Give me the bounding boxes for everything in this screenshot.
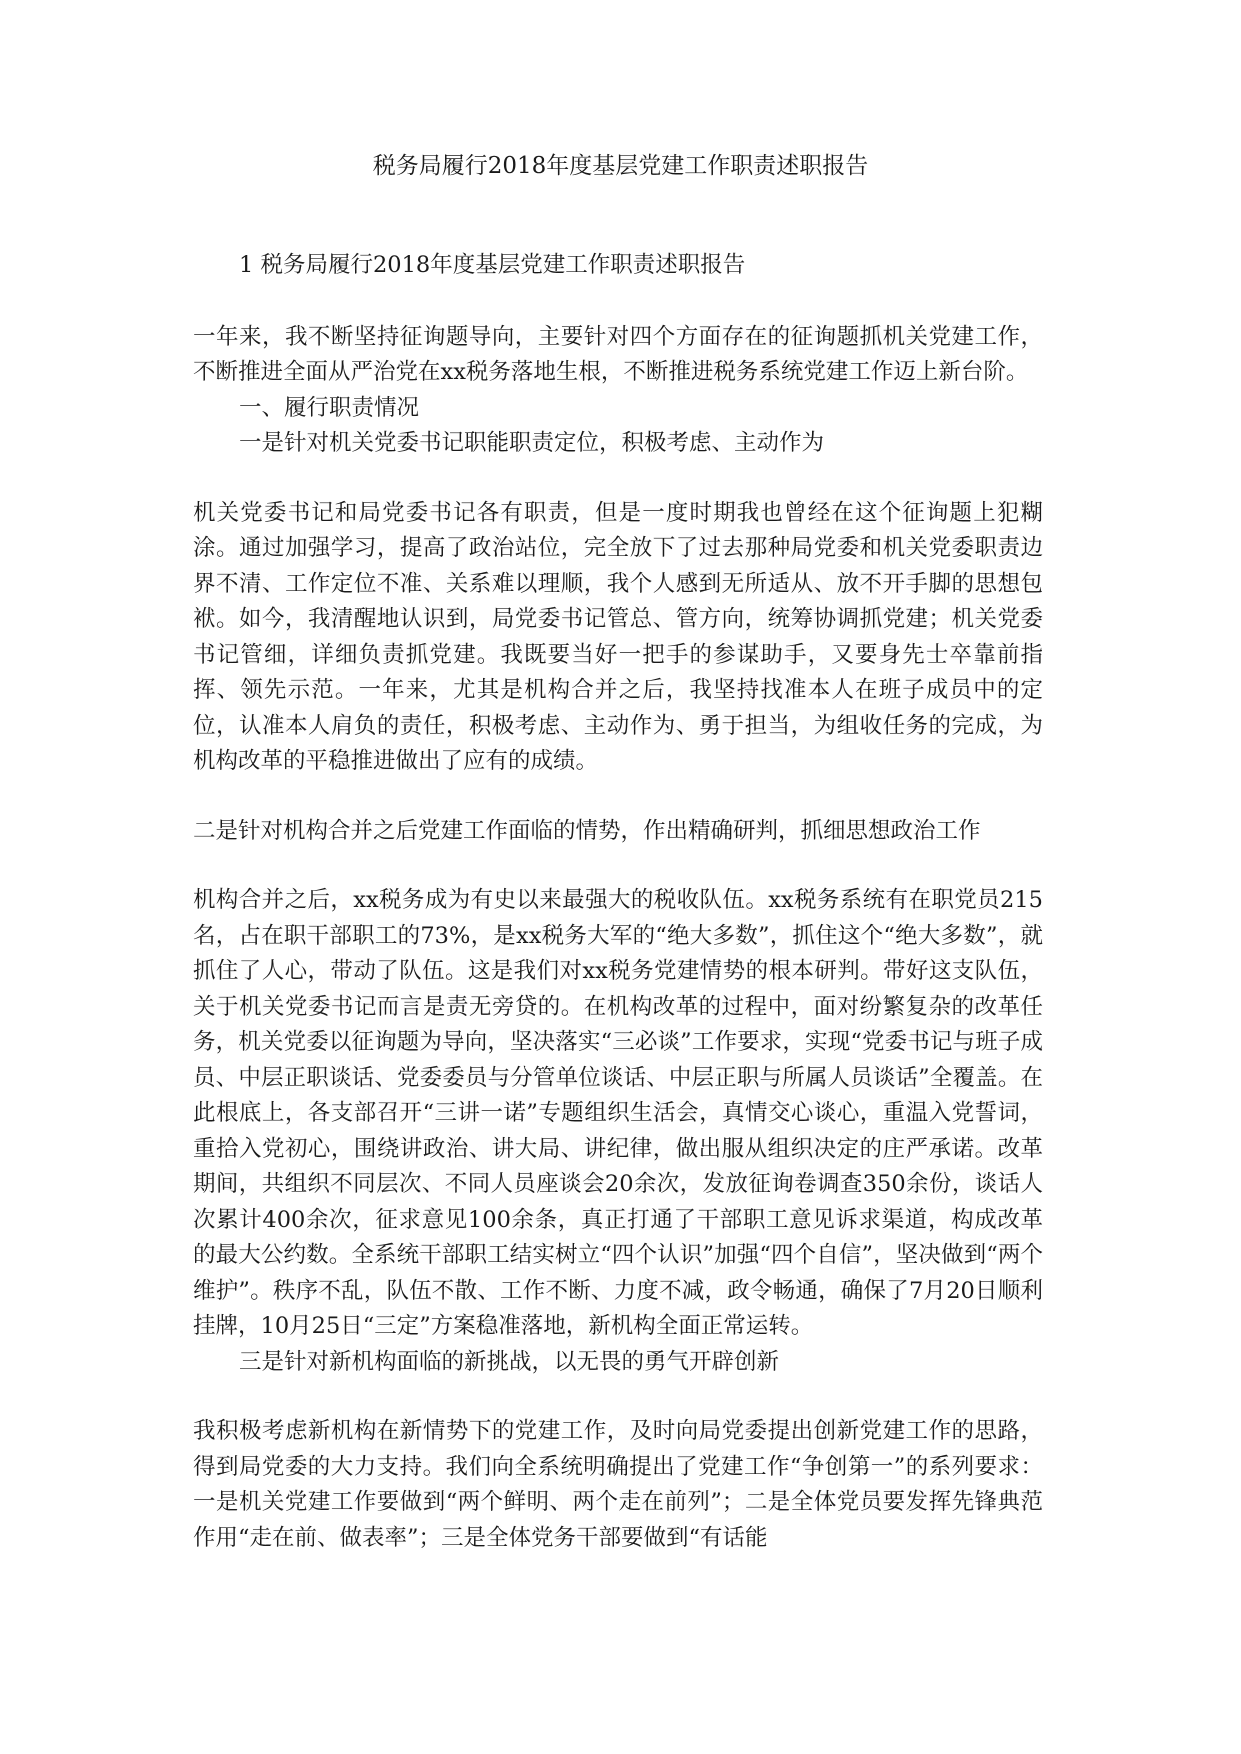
- point-body-3: 我积极考虑新机构在新情势下的党建工作，及时向局党委提出创新党建工作的思路，得到局党委的大力支持。我们向全系统明确提出了党建工作“争创第一”的系列要求：一是机关党建工作要做到“两个鲜明、两个走在前列”；二是全体党员要发挥先锋典范作用“走在前、做表率”；三是全体党务干部要做到“有话能: [193, 1418, 1043, 1551]
- point-body-2: 机构合并之后，xx税务成为有史以来最强大的税收队伍。xx税务系统有在职党员215名，占在职干部职工的73%，是xx税务大军的“绝大多数”，抓住这个“绝大多数”，就抓住了人心，带动了队伍。这是我们对xx税务党建情势的根本研判。带好这支队伍，关于机关党委书记而言是责无旁贷的。在机构改革的过程中，面对纷繁复杂的改革任务，机关党委以征询题为导向，坚决落实“三必谈”工作要求，实现“党委书记与班子成员、中层正职谈话、党委委员与分管单位谈话、中层正职与所属人员谈话”全覆盖。在此根底上，各支部召开“三讲一诺”专题组织生活会，真情交心谈心，重温入党誓词，重拾入党初心，围绕讲政治、讲大局、讲纪律，做出服从组织决定的庄严承诺。改革期间，共组织不同层次、不同人员座谈会20余次，发放征询卷调查350余份，谈话人次累计400余次，征求意见100余条，真正打通了干部职工意见诉求渠道，构成改革的最大公约数。全系统干部职工结实树立“四个认识”加强“四个自信”，坚决做到“两个维护”。秩序不乱，队伍不散、工作不断、力度不减，政令畅通，确保了7月20日顺利挂牌，10月25日“三定”方案稳准落地，新机构全面正常运转。: [193, 887, 1043, 1339]
- document-subtitle: 1 税务局履行2018年度基层党建工作职责述职报告: [239, 252, 746, 278]
- section-heading-performance: 一、履行职责情况: [239, 394, 420, 421]
- intro-paragraph: 一年来，我不断坚持征询题导向，主要针对四个方面存在的征询题抓机关党建工作，不断推进全面从严治党在xx税务落地生根，不断推进税务系统党建工作迈上新台阶。: [193, 323, 1043, 385]
- point-heading-1: 一是针对机关党委书记职能职责定位，积极考虑、主动作为: [239, 430, 825, 456]
- document-title: 税务局履行2018年度基层党建工作职责述职报告: [372, 153, 869, 179]
- point-heading-3: 三是针对新机构面临的新挑战，以无畏的勇气开辟创新: [239, 1348, 780, 1375]
- point-heading-2: 二是针对机构合并之后党建工作面临的情势，作出精确研判，抓细思想政治工作: [193, 817, 981, 844]
- document-body: [193, 248, 1043, 1556]
- point-body-1: 机关党委书记和局党委书记各有职责，但是一度时期我也曾经在这个征询题上犯糊涂。通过加强学习，提高了政治站位，完全放下了过去那种局党委和机关党委职责边界不清、工作定位不准、关系难以理顺，我个人感到无所适从、放不开手脚的思想包袱。如今，我清醒地认识到，局党委书记管总、管方向，统筹协调抓党建；机关党委书记管细，详细负责抓党建。我既要当好一把手的参谋助手，又要身先士卒靠前指挥、领先示范。一年来，尤其是机构合并之后，我坚持找准本人在班子成员中的定位，认准本人肩负的责任，积极考虑、主动作为、勇于担当，为组收任务的完成，为机构改革的平稳推进做出了应有的成绩。: [193, 499, 1043, 774]
